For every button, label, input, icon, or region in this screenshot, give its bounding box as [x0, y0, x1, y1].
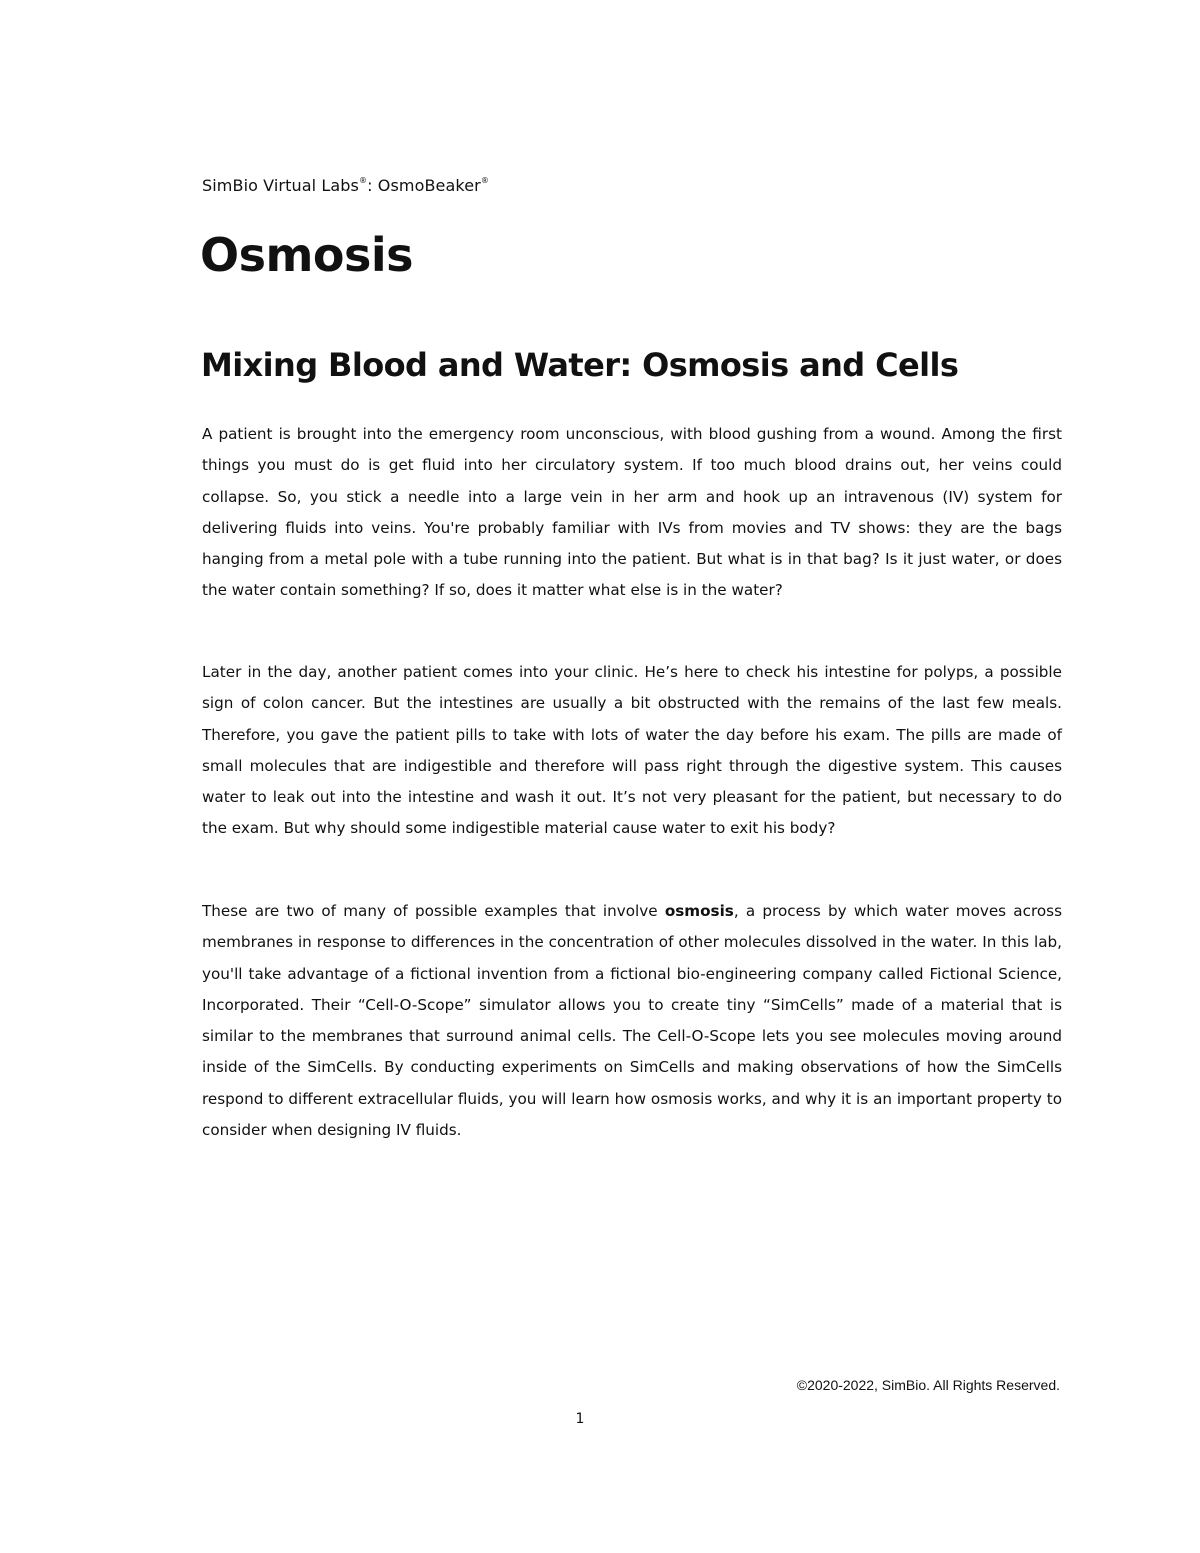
header-separator: : [367, 176, 378, 195]
registered-mark: ® [358, 176, 368, 185]
product-name: SimBio Virtual Labs [202, 176, 359, 195]
page-number: 1 [575, 1411, 585, 1427]
module-name: OsmoBeaker [377, 176, 481, 195]
paragraph-text: , a process by which water moves across membranes in response to differences in the concentration of other molecules dissolved in the water. In this lab, you'll take advantage of a fictional invention from a fictional bio-engineering company called Fictional Science, Incorporated. Their “Cell-O-Scope” simulator allows you to create tiny “SimCells” made of a material that is similar to the membranes that surround animal cells. The Cell-O-Scope lets you see molecules moving around inside of the SimCells. By conducting experiments on SimCells and making observations of how the SimCells respond to different extracellular fluids, you will learn how osmosis works, and why it is an important property to consider when designing IV fluids. [202, 902, 1062, 1140]
body-paragraph-3 [202, 896, 1062, 1146]
body-paragraph-1: A patient is brought into the emergency room unconscious, with blood gushing from a wound. Among the first things you must do is get fluid into her circulatory system. If too much blood drains out, her veins could collapse. So, you stick a needle into a large vein in her arm and hook up an intravenous (IV) system for delivering fluids into veins. You're probably familiar with IVs from movies and TV shows: they are the bags hanging from a metal pole with a tube running into the patient. But what is in that bag? Is it just water, or does the water contain something? If so, does it matter what else is in the water? [202, 425, 1062, 600]
key-term-osmosis: osmosis [664, 902, 734, 920]
body-paragraph-2: Later in the day, another patient comes into your clinic. He’s here to check his intestine for polyps, a possible sign of colon cancer. But the intestines are usually a bit obstructed with the remains of the last few meals. Therefore, you gave the patient pills to take with lots of water the day before his exam. The pills are made of small molecules that are indigestible and therefore will pass right through the digestive system. This causes water to leak out into the intestine and wash it out. It’s not very pleasant for the patient, but necessary to do the exam. But why should some indigestible material cause water to exit his body? [202, 663, 1062, 838]
page-title: Osmosis [200, 228, 414, 282]
document-header [202, 176, 489, 195]
copyright-notice: ©2020-2022, SimBio. All Rights Reserved. [796, 1377, 1060, 1393]
paragraph-text: These are two of many of possible examples that involve [202, 902, 665, 920]
registered-mark: ® [480, 176, 489, 185]
section-heading: Mixing Blood and Water: Osmosis and Cells [201, 346, 959, 384]
